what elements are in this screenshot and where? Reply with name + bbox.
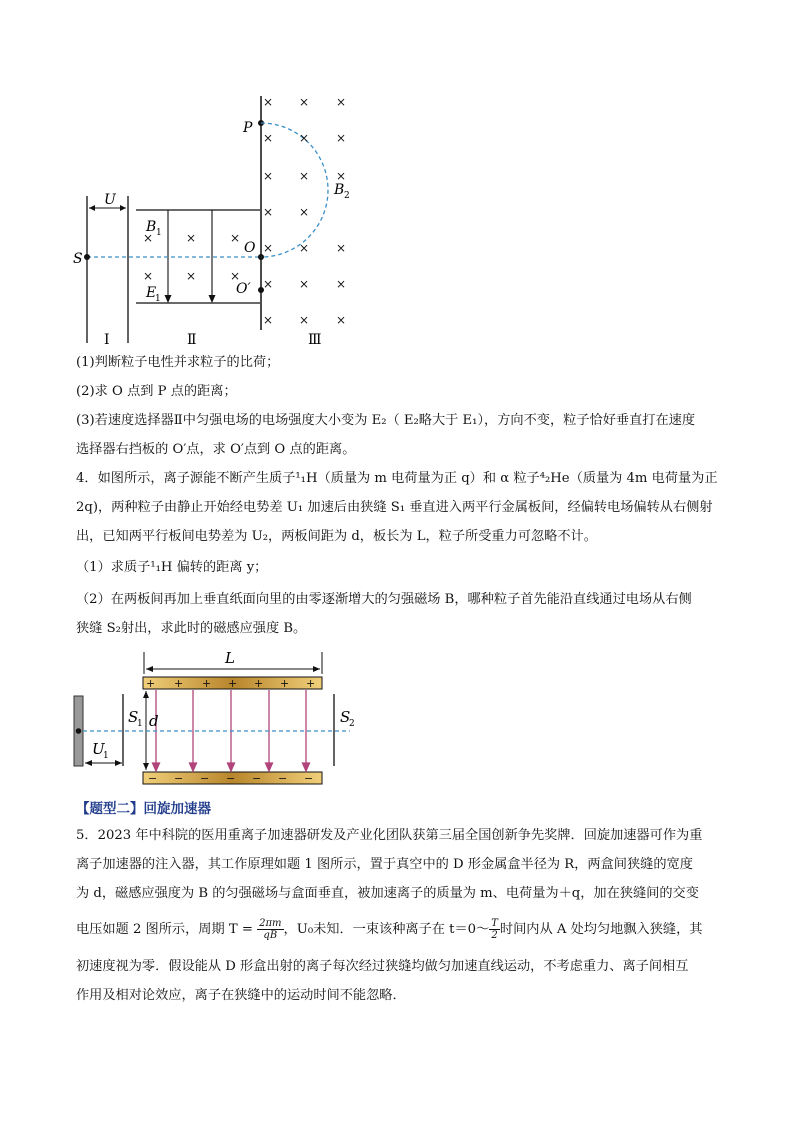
svg-text:−: − xyxy=(278,772,288,785)
problem5-line6: 作用及相对论效应，离子在狭缝中的运动时间不能忽略． xyxy=(76,988,406,1003)
question-2: (2)求 O 点到 P 点的距离； xyxy=(76,384,237,399)
problem4-line3: 出，已知两平行板间电势差为 U₂，两板间距为 d，板长为 L，粒子所受重力可忽略不计。 xyxy=(76,529,597,544)
label-b1: B xyxy=(146,219,157,235)
svg-text:−: − xyxy=(148,772,158,785)
problem5-line5: 初速度视为零．假设能从 D 形盒出射的离子每次经过狭缝均做匀加速直线运动，不考虑重力、离子间相互 xyxy=(76,959,689,974)
svg-text:2: 2 xyxy=(349,719,355,729)
region3-crosses xyxy=(263,95,346,327)
question-3-line2: 选择器右挡板的 O′点，求 O′点到 O 点的距离。 xyxy=(76,442,356,457)
svg-text:×: × xyxy=(336,169,347,183)
point-s xyxy=(84,254,90,260)
label-e1: E xyxy=(146,285,157,301)
label-u1: U xyxy=(92,740,105,758)
e-field-arrow xyxy=(209,295,216,303)
label-s: S xyxy=(73,251,83,267)
problem5-line2: 离子加速器的注入器，其工作原理如题 1 图所示，置于真空中的 D 形金属盒半径为 R，两盒间狭缝的宽度 xyxy=(76,857,693,872)
period-fraction: $\frac{2\pi m}{qB}$ xyxy=(259,918,282,941)
svg-text:×: × xyxy=(299,313,310,327)
label-o-prime: O′ xyxy=(236,281,251,297)
ion-source-point xyxy=(76,728,82,734)
svg-text:×: × xyxy=(299,131,310,145)
label-s1: S xyxy=(128,708,139,726)
svg-text:+: + xyxy=(306,677,316,690)
svg-text:1: 1 xyxy=(156,228,162,238)
svg-text:1: 1 xyxy=(155,294,161,304)
label-region-3: Ⅲ xyxy=(308,332,322,348)
svg-text:×: × xyxy=(230,231,241,245)
label-o: O xyxy=(244,240,256,256)
label-d: d xyxy=(149,712,159,730)
svg-text:×: × xyxy=(263,95,274,109)
svg-text:×: × xyxy=(263,131,274,145)
label-s2: S xyxy=(340,708,351,726)
svg-text:×: × xyxy=(336,313,347,327)
label-u: U xyxy=(104,192,116,208)
problem4-sub1: （1）求质子¹₁H 偏转的距离 y； xyxy=(76,560,268,575)
svg-text:×: × xyxy=(336,131,347,145)
svg-text:+: + xyxy=(146,677,156,690)
svg-text:×: × xyxy=(230,269,241,283)
svg-text:×: × xyxy=(299,169,310,183)
svg-text:×: × xyxy=(299,241,310,255)
svg-text:−: − xyxy=(304,772,314,785)
svg-text:×: × xyxy=(186,231,197,245)
svg-text:+: + xyxy=(280,677,290,690)
question-3-line1: (3)若速度选择器Ⅱ中匀强电场的电场强度大小变为 E₂（ E₂略大于 E₁），方向不变，粒子恰好垂直打在速度 xyxy=(76,413,696,428)
svg-text:×: × xyxy=(336,277,347,291)
label-l: L xyxy=(225,649,235,667)
svg-text:1: 1 xyxy=(137,719,143,729)
svg-text:+: + xyxy=(174,677,184,690)
svg-text:−: − xyxy=(226,772,236,785)
svg-text:×: × xyxy=(299,205,310,219)
problem4-line1: 4．如图所示，离子源能不断产生质子¹₁H（质量为 m 电荷量为正 q）和 α 粒子⁴₂He（质量为 4m 电荷量为正 xyxy=(76,471,718,486)
svg-text:−: − xyxy=(252,772,262,785)
problem5-line1: 5．2023 年中科院的医用重离子加速器研发及产业化团队获第三届全国创新争先奖牌．回旋加速器可作为重 xyxy=(76,828,703,843)
problem5-line4: 电压如题 2 图所示，周期 T = $\frac{2\pi m}{qB}$ ，U₀未知．一束该种离子在 t＝0～ $\frac{T}{2}$ 时间内从 A 处均匀地飘入狭缝，其 xyxy=(76,918,703,941)
figure-mass-spectrometer xyxy=(60,90,380,350)
label-b2: B xyxy=(334,182,345,198)
svg-text:×: × xyxy=(263,169,274,183)
svg-text:2: 2 xyxy=(344,191,350,201)
figure-deflection-plates xyxy=(66,644,366,794)
label-region-1: Ⅰ xyxy=(104,332,110,348)
svg-text:×: × xyxy=(299,277,310,291)
svg-text:−: − xyxy=(174,772,184,785)
problem4-line2: 2q)，两种粒子由静止开始经电势差 U₁ 加速后由狭缝 S₁ 垂直进入两平行金属板间，经偏转电场偏转从右侧射 xyxy=(76,500,713,515)
svg-text:×: × xyxy=(186,269,197,283)
svg-text:×: × xyxy=(263,277,274,291)
svg-text:+: + xyxy=(254,677,264,690)
svg-text:+: + xyxy=(228,677,238,690)
label-p: P xyxy=(243,120,253,136)
svg-text:×: × xyxy=(143,231,154,245)
svg-text:+: + xyxy=(202,677,212,690)
svg-text:×: × xyxy=(336,241,347,255)
problem4-sub2-line2: 狭缝 S₂射出，求此时的磁感应强度 B。 xyxy=(76,621,307,636)
svg-text:×: × xyxy=(336,95,347,109)
svg-text:1: 1 xyxy=(103,751,109,761)
question-1: (1)判断粒子电性并求粒子的比荷； xyxy=(76,355,280,370)
problem4-sub2-line1: （2）在两板间再加上垂直纸面向里的由零逐渐增大的匀强磁场 B，哪种粒子首先能沿直线通过电场从右侧 xyxy=(76,592,692,607)
label-region-2: Ⅱ xyxy=(187,332,197,348)
svg-text:−: − xyxy=(200,772,210,785)
svg-text:×: × xyxy=(263,205,274,219)
problem5-line3: 为 d，磁感应强度为 B 的匀强磁场与盒面垂直，被加速离子的质量为 m、电荷量为＋q，加在狭缝间的交变 xyxy=(76,886,699,901)
half-period-fraction: $\frac{T}{2}$ xyxy=(491,918,498,941)
section-heading: 【题型二】回旋加速器 xyxy=(76,801,211,817)
e-field-arrow xyxy=(165,295,172,303)
svg-text:×: × xyxy=(263,313,274,327)
svg-text:×: × xyxy=(143,269,154,283)
svg-text:×: × xyxy=(263,241,274,255)
svg-text:×: × xyxy=(299,95,310,109)
